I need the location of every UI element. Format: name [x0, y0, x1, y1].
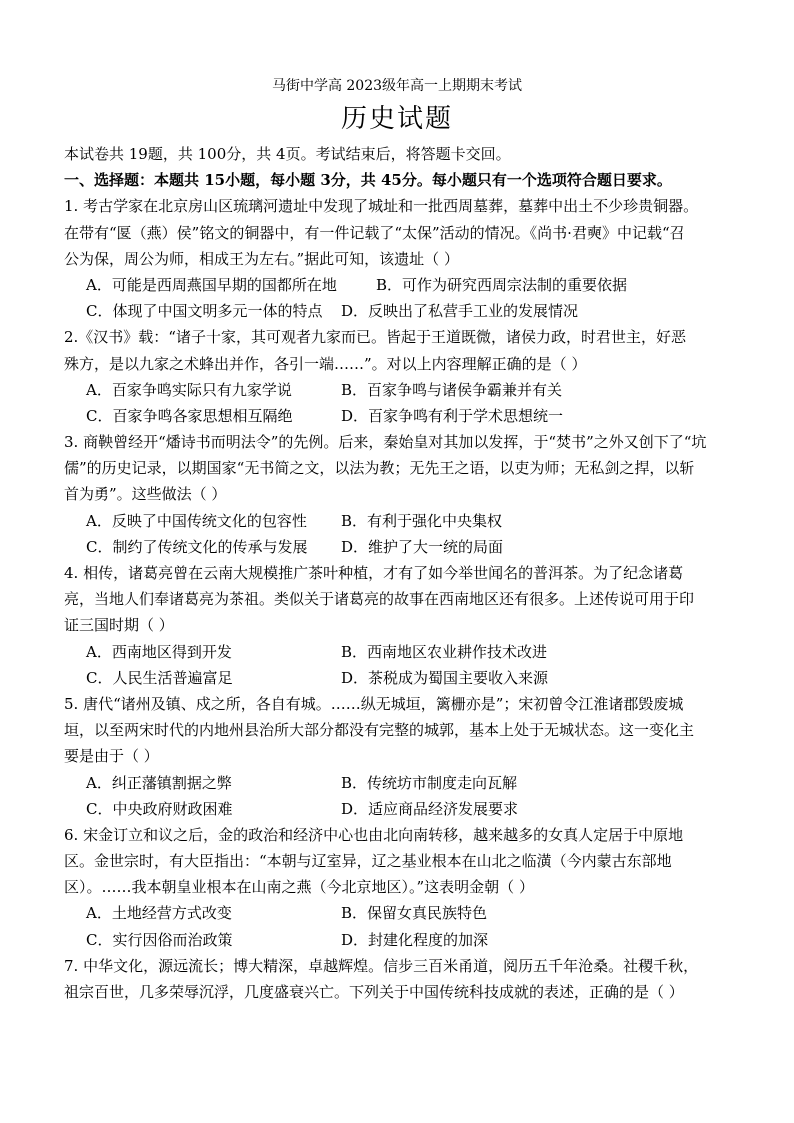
- question-stem-line: 证三国时期（ ）: [64, 616, 174, 635]
- question-7: [64, 953, 764, 1005]
- option-row: [64, 534, 764, 560]
- question-stem-line: 儒”的历史记录，以期国家“无书简之文，以法为教；无先王之语，以吏为师；无私剑之捍，以斩: [64, 459, 695, 478]
- option-row: [64, 639, 764, 665]
- option-a: A．西南地区得到开发: [86, 642, 232, 661]
- option-b: B．百家争鸣与诸侯争霸兼并有关: [341, 380, 563, 399]
- option-row: [64, 770, 764, 796]
- option-b: B．西南地区农业耕作技术改进: [341, 642, 548, 661]
- question-4: [64, 560, 764, 691]
- question-stem-line: 6. 宋金订立和议之后，金的政治和经济中心也由北向南转移，越来越多的女真人定居于中原地: [64, 825, 684, 844]
- section-heading: 一、选择题：本题共 15小题，每小题 3分，共 45分。每小题只有一个选项符合题日要求。: [64, 171, 672, 190]
- question-stem-line: 4. 相传，诸葛亮曾在云南大规模推广茶叶种植，才有了如今举世闻名的普洱茶。为了纪念诸葛: [64, 564, 684, 582]
- question-stem-line: 在带有“匽（燕）侯”铭文的铜器中，有一件记载了“太保”活动的情况。《尚书·君奭》中记载“召: [64, 223, 685, 242]
- option-row: [64, 377, 764, 403]
- option-row: [64, 796, 764, 822]
- option-row: [64, 403, 764, 429]
- option-a: A．土地经营方式改变: [86, 904, 232, 923]
- option-d: D．封建化程度的加深: [341, 930, 489, 949]
- option-c: C．人民生活普遍富足: [86, 668, 233, 687]
- option-d: D．茶税成为蜀国主要收入来源: [341, 668, 549, 687]
- question-2: [64, 324, 764, 429]
- option-b: B．可作为研究西周宗法制的重要依据: [376, 275, 628, 294]
- option-c: C．实行因俗而治政策: [86, 930, 233, 949]
- option-a: A．反映了中国传统文化的包容性: [86, 511, 307, 530]
- question-stem-line: 公为保，周公为师，相成王为左右。”据此可知，该遗址（ ）: [64, 249, 459, 268]
- question-stem-line: 亮，当地人们奉诸葛亮为茶祖。类似关于诸葛亮的故事在西南地区还有很多。上述传说可用于印: [64, 590, 695, 609]
- option-c: C．百家争鸣各家思想相互隔绝: [86, 406, 293, 425]
- option-row: [64, 272, 764, 298]
- question-6: [64, 822, 764, 953]
- question-1: [64, 193, 764, 324]
- question-3: [64, 429, 764, 560]
- exam-body: [64, 141, 764, 1005]
- question-stem-line: 3. 商鞅曾经开“燔诗书而明法令”的先例。后来，秦始皇对其加以发挥，于“焚书”之外又创下了“坑: [64, 433, 707, 452]
- option-c: C．制约了传统文化的传承与发展: [86, 537, 308, 556]
- option-row: [64, 508, 764, 534]
- exam-name: 马街中学高 2023级年高一上期期末考试: [271, 78, 523, 94]
- option-d: D．百家争鸣有利于学术思想统一: [341, 406, 564, 425]
- option-b: B．保留女真民族特色: [341, 904, 488, 923]
- option-b: B．有利于强化中央集权: [341, 511, 503, 530]
- option-row: [64, 298, 764, 324]
- option-c: C．体现了中国文明多元一体的特点: [86, 302, 323, 321]
- option-d: D．适应商品经济发展要求: [341, 799, 519, 818]
- question-stem-line: 殊方，是以九家之术蜂出并作，各引一端……”。对以上内容理解正确的是（ ）: [64, 354, 587, 373]
- question-stem-line: 垣，以至两宋时代的内地州县治所大部分都没有完整的城郭，基本上处于无城状态。这一变化主: [64, 721, 695, 740]
- question-stem-line: 1. 考古学家在北京房山区琉璃河遗址中发现了城址和一批西周墓葬，墓葬中出土不少珍贵铜器。: [64, 197, 699, 216]
- question-stem-line: 区）。……我本朝皇业根本在山南之燕（今北京地区）。”这表明金朝（ ）: [64, 878, 534, 897]
- option-c: C．中央政府财政困难: [86, 799, 233, 818]
- option-d: D．维护了大一统的局面: [341, 537, 504, 556]
- question-stem-line: 区。金世宗时，有大臣指出：“本朝与辽室异，辽之基业根本在山北之临潢（今内蒙古东部地: [64, 852, 672, 871]
- question-stem-line: 2.《汉书》载：“诸子十家，其可观者九家而已。皆起于王道既微，诸侯力政，时君世主，好恶: [64, 328, 686, 347]
- question-5: [64, 691, 764, 822]
- subject-title: 历史试题: [340, 104, 453, 134]
- option-a: A．百家争鸣实际只有九家学说: [86, 380, 292, 399]
- option-b: B．传统坊市制度走向瓦解: [341, 773, 518, 792]
- option-d: D．反映出了私营手工业的发展情况: [341, 302, 579, 321]
- question-stem-line: 7. 中华文化，源远流长；博大精深，卓越辉煌。信步三百米甬道，阅历五千年沧桑。社稷千秋，: [64, 956, 699, 975]
- exam-intro: 本试卷共 19题，共 100分，共 4页。考试结束后，将答题卡交回。: [64, 145, 511, 163]
- option-a: A．可能是西周燕国早期的国都所在地: [86, 275, 337, 294]
- question-stem-line: 5. 唐代“诸州及镇、戍之所，各自有城。……纵无城垣，篱栅亦是”；宋初曾令江淮诸郡毁废城: [64, 694, 684, 713]
- option-a: A．纠正藩镇割据之弊: [86, 773, 232, 792]
- question-stem-line: 祖宗百世，几多荣辱沉浮，几度盛衰兴亡。下列关于中国传统科技成就的表述，正确的是（ ）: [64, 983, 684, 1001]
- option-row: [64, 665, 764, 691]
- option-row: [64, 900, 764, 926]
- question-stem-line: 首为勇”。这些做法（ ）: [64, 485, 227, 504]
- option-row: [64, 927, 764, 953]
- question-stem-line: 要是由于（ ）: [64, 747, 159, 766]
